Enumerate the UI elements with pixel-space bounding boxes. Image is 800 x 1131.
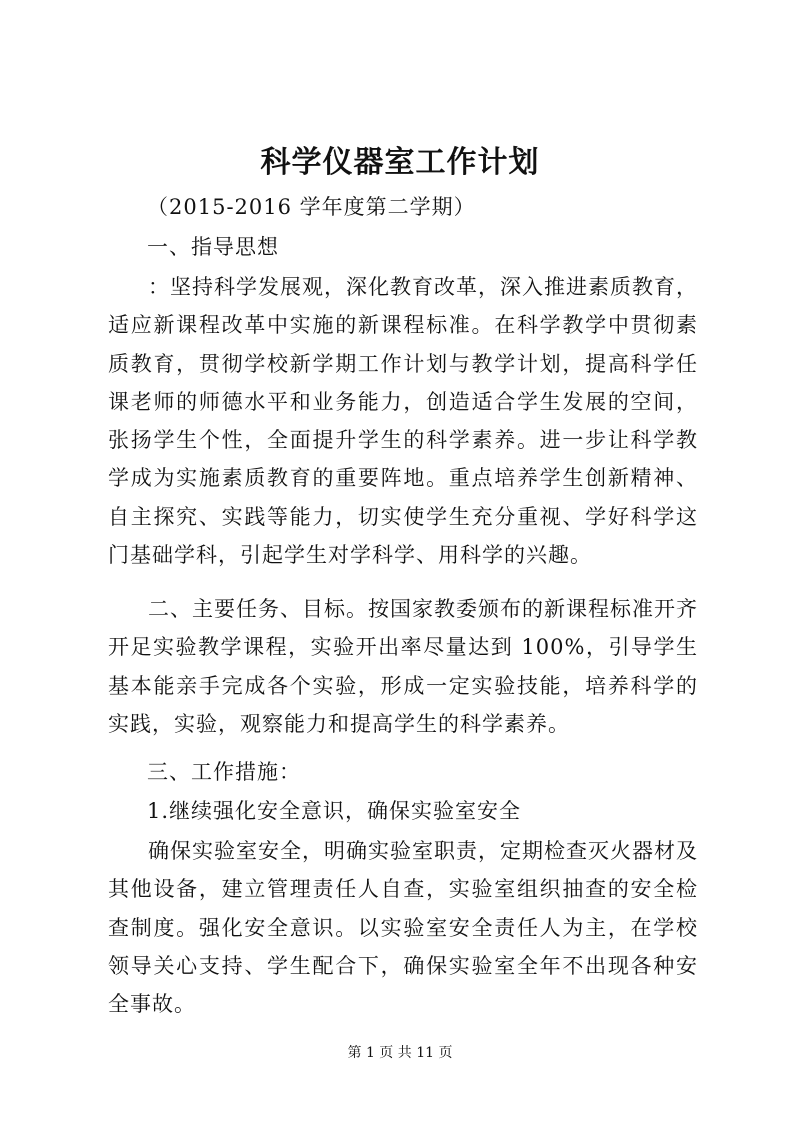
item-1-body: 确保实验室安全，明确实验室职责，定期检查灭火器材及其他设备，建立管理责任人自查，实验室组织抽查的安全检查制度。强化安全意识。以实验室安全责任人为主，在学校领导关心支持、学生配合下，确保实验室全年不出现各种安全事故。 [108, 839, 698, 1017]
section-3-heading: 三、工作措施： [147, 760, 301, 784]
section-2-body: 二、主要任务、目标。按国家教委颁布的新课程标准开齐开足实验教学课程，实验开出率尽量达到 100%，引导学生基本能亲手完成各个实验，形成一定实验技能，培养科学的实践，实验，观察能力和提高学生的科学素养。 [108, 597, 698, 736]
document-title: 科学仪器室工作计划 [260, 145, 540, 180]
section-1-body: ：坚持科学发展观，深化教育改革，深入推进素质教育，适应新课程改革中实施的新课程标准。在科学教学中贯彻素质教育，贯彻学校新学期工作计划与教学计划，提高科学任课老师的师德水平和业务能力，创造适合学生发展的空间，张扬学生个性，全面提升学生的科学素养。进一步让科学教学成为实施素质教育的重要阵地。重点培养学生创新精神、自主探究、实践等能力，切实使学生充分重视、学好科学这门基础学科，引起学生对学科学、用科学的兴趣。 [108, 275, 698, 568]
page-footer: 第 1 页 共 11 页 [347, 1045, 453, 1061]
section-1-heading: 一、指导思想 [147, 235, 279, 259]
item-1-heading: 1.继续强化安全意识，确保实验室安全 [147, 799, 522, 823]
document-subtitle: （2015-2016 学年度第二学期） [147, 195, 476, 219]
